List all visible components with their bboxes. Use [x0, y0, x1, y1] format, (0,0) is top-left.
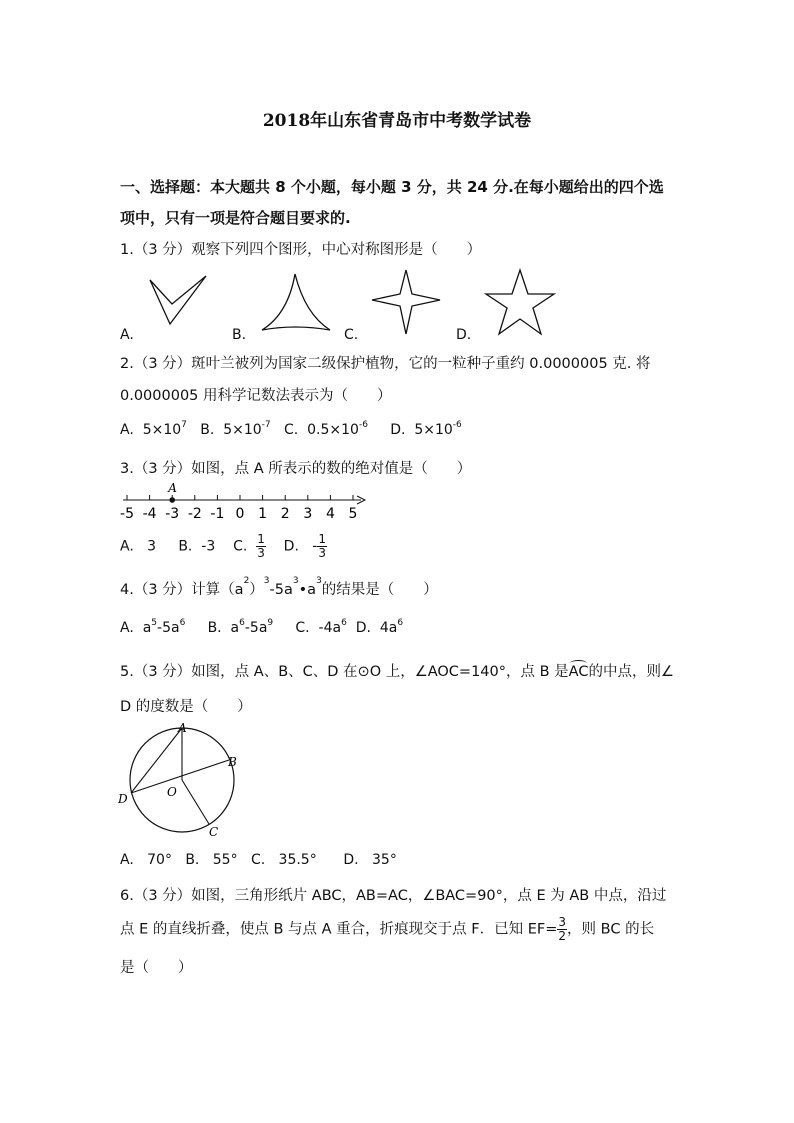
option-d-numerator: 1	[318, 532, 326, 546]
q4-stem-part: 的结果是（ ）	[321, 582, 438, 598]
option-a-value: a	[142, 620, 152, 636]
chord-db	[131, 760, 229, 793]
option-a: A.	[120, 538, 134, 555]
question-3-stem: 3.（3 分）如图，点 A 所表示的数的绝对值是（ ）	[120, 461, 472, 477]
question-6-line1: 6.（3 分）如图，三角形纸片 ABC，AB=AC，∠BAC=90°，点 E 为 AB 中点，沿过	[120, 888, 667, 904]
option-b-value: a	[230, 620, 240, 636]
question-4-stem	[120, 578, 438, 599]
exp: 5	[151, 618, 158, 628]
tick-label: -1	[210, 506, 225, 522]
option-b: B.	[207, 620, 222, 636]
option-c-numerator: 1	[257, 532, 265, 546]
ef-denominator: 2	[558, 929, 567, 943]
option-d-value: 4a	[379, 620, 398, 636]
question-5-line1	[120, 660, 674, 681]
question-6-line2	[120, 916, 654, 943]
option-a-label: A.	[120, 327, 134, 343]
label-c: C	[209, 825, 219, 839]
tick-label: -3	[165, 506, 180, 522]
point-a-label: A	[168, 481, 177, 495]
tick-label: -5	[120, 506, 134, 522]
ef-numerator: 3	[558, 915, 567, 929]
arc-ac: AC	[568, 664, 589, 680]
option-d-exp: -6	[452, 420, 462, 430]
figure-b-curved-triangle	[262, 274, 330, 330]
question-5-options	[120, 852, 397, 868]
question-2-line2: 0.0000005 用科学记数法表示为（ ）	[120, 388, 392, 404]
exp: 9	[267, 618, 274, 628]
q5-stem-part: 的中点，则∠	[588, 664, 674, 680]
option-b: B.	[185, 852, 200, 868]
option-c: C.	[284, 422, 299, 438]
q4-exp: 2	[243, 576, 250, 586]
option-d-label: D.	[456, 327, 472, 343]
option-c-label: C.	[344, 327, 359, 343]
label-b: B	[228, 755, 237, 769]
question-4-options	[120, 620, 403, 636]
q4-stem-part: 4.（3 分）计算（a	[120, 582, 244, 598]
option-a-value: 70°	[147, 852, 172, 868]
exp: 6	[239, 618, 245, 628]
option-c-value: 0.5×10	[307, 422, 359, 438]
q4-exp: 3	[316, 576, 322, 586]
option-c-value: -4a	[318, 620, 342, 636]
option-c-exp: -6	[358, 420, 368, 430]
option-d: D.	[355, 620, 371, 636]
option-b-value: 5×10	[223, 422, 262, 438]
option-d: D.	[343, 852, 359, 868]
option-c-value: 35.5°	[278, 852, 317, 868]
option-b-value: -5a	[244, 620, 268, 636]
option-d-value: 5×10	[414, 422, 453, 438]
label-d: D	[118, 792, 128, 806]
question-1-figures	[140, 262, 580, 342]
question-2-line1: 2.（3 分）斑叶兰被列为国家二级保护植物，它的一粒种子重约 0.0000005 克. 将	[120, 356, 651, 372]
option-c-denominator: 3	[257, 546, 265, 560]
option-c-fraction	[256, 533, 266, 560]
exp: 6	[341, 618, 347, 628]
tick-label: 0	[235, 506, 245, 522]
question-5-line2: D 的度数是（ ）	[120, 699, 252, 715]
circle-figure	[112, 720, 252, 845]
option-d-fraction	[317, 533, 327, 560]
tick-label: 3	[303, 506, 313, 522]
option-c: C.	[295, 620, 310, 636]
option-d-denominator: 3	[318, 546, 326, 560]
option-b: B.	[178, 538, 193, 555]
chord-da	[131, 728, 182, 793]
tick-label: 2	[280, 506, 290, 522]
tick-label: -2	[187, 506, 202, 522]
label-a: A	[178, 721, 187, 735]
number-line	[115, 478, 375, 524]
option-d-value: 35°	[372, 852, 397, 868]
exp: 6	[397, 618, 404, 628]
question-3-options	[120, 533, 327, 560]
ef-fraction	[557, 916, 567, 943]
section-heading-line2: 项中，只有一项是符合题目要求的.	[120, 209, 351, 227]
option-d: D.	[390, 422, 406, 438]
tick-label: -4	[142, 506, 157, 522]
q4-exp: 3	[263, 576, 270, 586]
q5-stem-part: 5.（3 分）如图，点 A、B、C、D 在⊙O 上，∠AOC=140°，点 B 是	[120, 664, 569, 680]
option-b-value: 55°	[212, 852, 238, 868]
radius-oc	[182, 780, 209, 824]
figure-d-five-point-star	[486, 270, 554, 334]
question-2-options	[120, 422, 462, 438]
question-1-stem: 1.（3 分）观察下列四个图形，中心对称图形是（ ）	[120, 242, 482, 258]
label-o: O	[167, 785, 177, 799]
option-d: D.	[283, 538, 299, 555]
tick-label: 1	[258, 506, 268, 522]
figure-a-chevron	[150, 276, 206, 324]
option-a: A.	[120, 852, 134, 868]
option-d-sign: -	[312, 538, 318, 555]
q4-exp: 3	[292, 576, 299, 586]
option-a-exp: 7	[181, 420, 187, 430]
point-a-dot	[169, 497, 175, 503]
option-a-value: 3	[147, 538, 157, 555]
option-b-exp: -7	[261, 420, 271, 430]
tick-label: 5	[348, 506, 358, 522]
q6-stem-part: ，则 BC 的长	[567, 921, 655, 938]
option-b: B.	[200, 422, 215, 438]
tick-label: 4	[325, 506, 335, 522]
section-heading-line1: 一、选择题：本大题共 8 个小题，每小题 3 分，共 24 分.在每小题给出的四个选	[120, 178, 664, 196]
option-a-value: -5a	[157, 620, 180, 636]
q4-stem-part: -5a	[269, 582, 293, 598]
question-6-line3: 是（ ）	[120, 960, 193, 976]
option-a: A.	[120, 620, 134, 636]
q4-stem-part: •a	[298, 582, 317, 598]
option-a-value: 5×10	[142, 422, 182, 438]
option-b-value: -3	[201, 538, 216, 555]
q4-stem-part: ）	[249, 582, 264, 598]
option-a: A.	[120, 422, 134, 438]
option-c: C.	[233, 538, 248, 555]
q6-stem-part: 点 E 的直线折叠，使点 B 与点 A 重合，折痕现交于点 F．已知 EF=	[120, 921, 558, 938]
figure-c-four-point-star	[372, 270, 440, 334]
option-b-label: B.	[232, 327, 247, 343]
page-title: 2018年山东省青岛市中考数学试卷	[262, 111, 532, 131]
option-c: C.	[250, 852, 266, 868]
exp: 6	[179, 618, 186, 628]
